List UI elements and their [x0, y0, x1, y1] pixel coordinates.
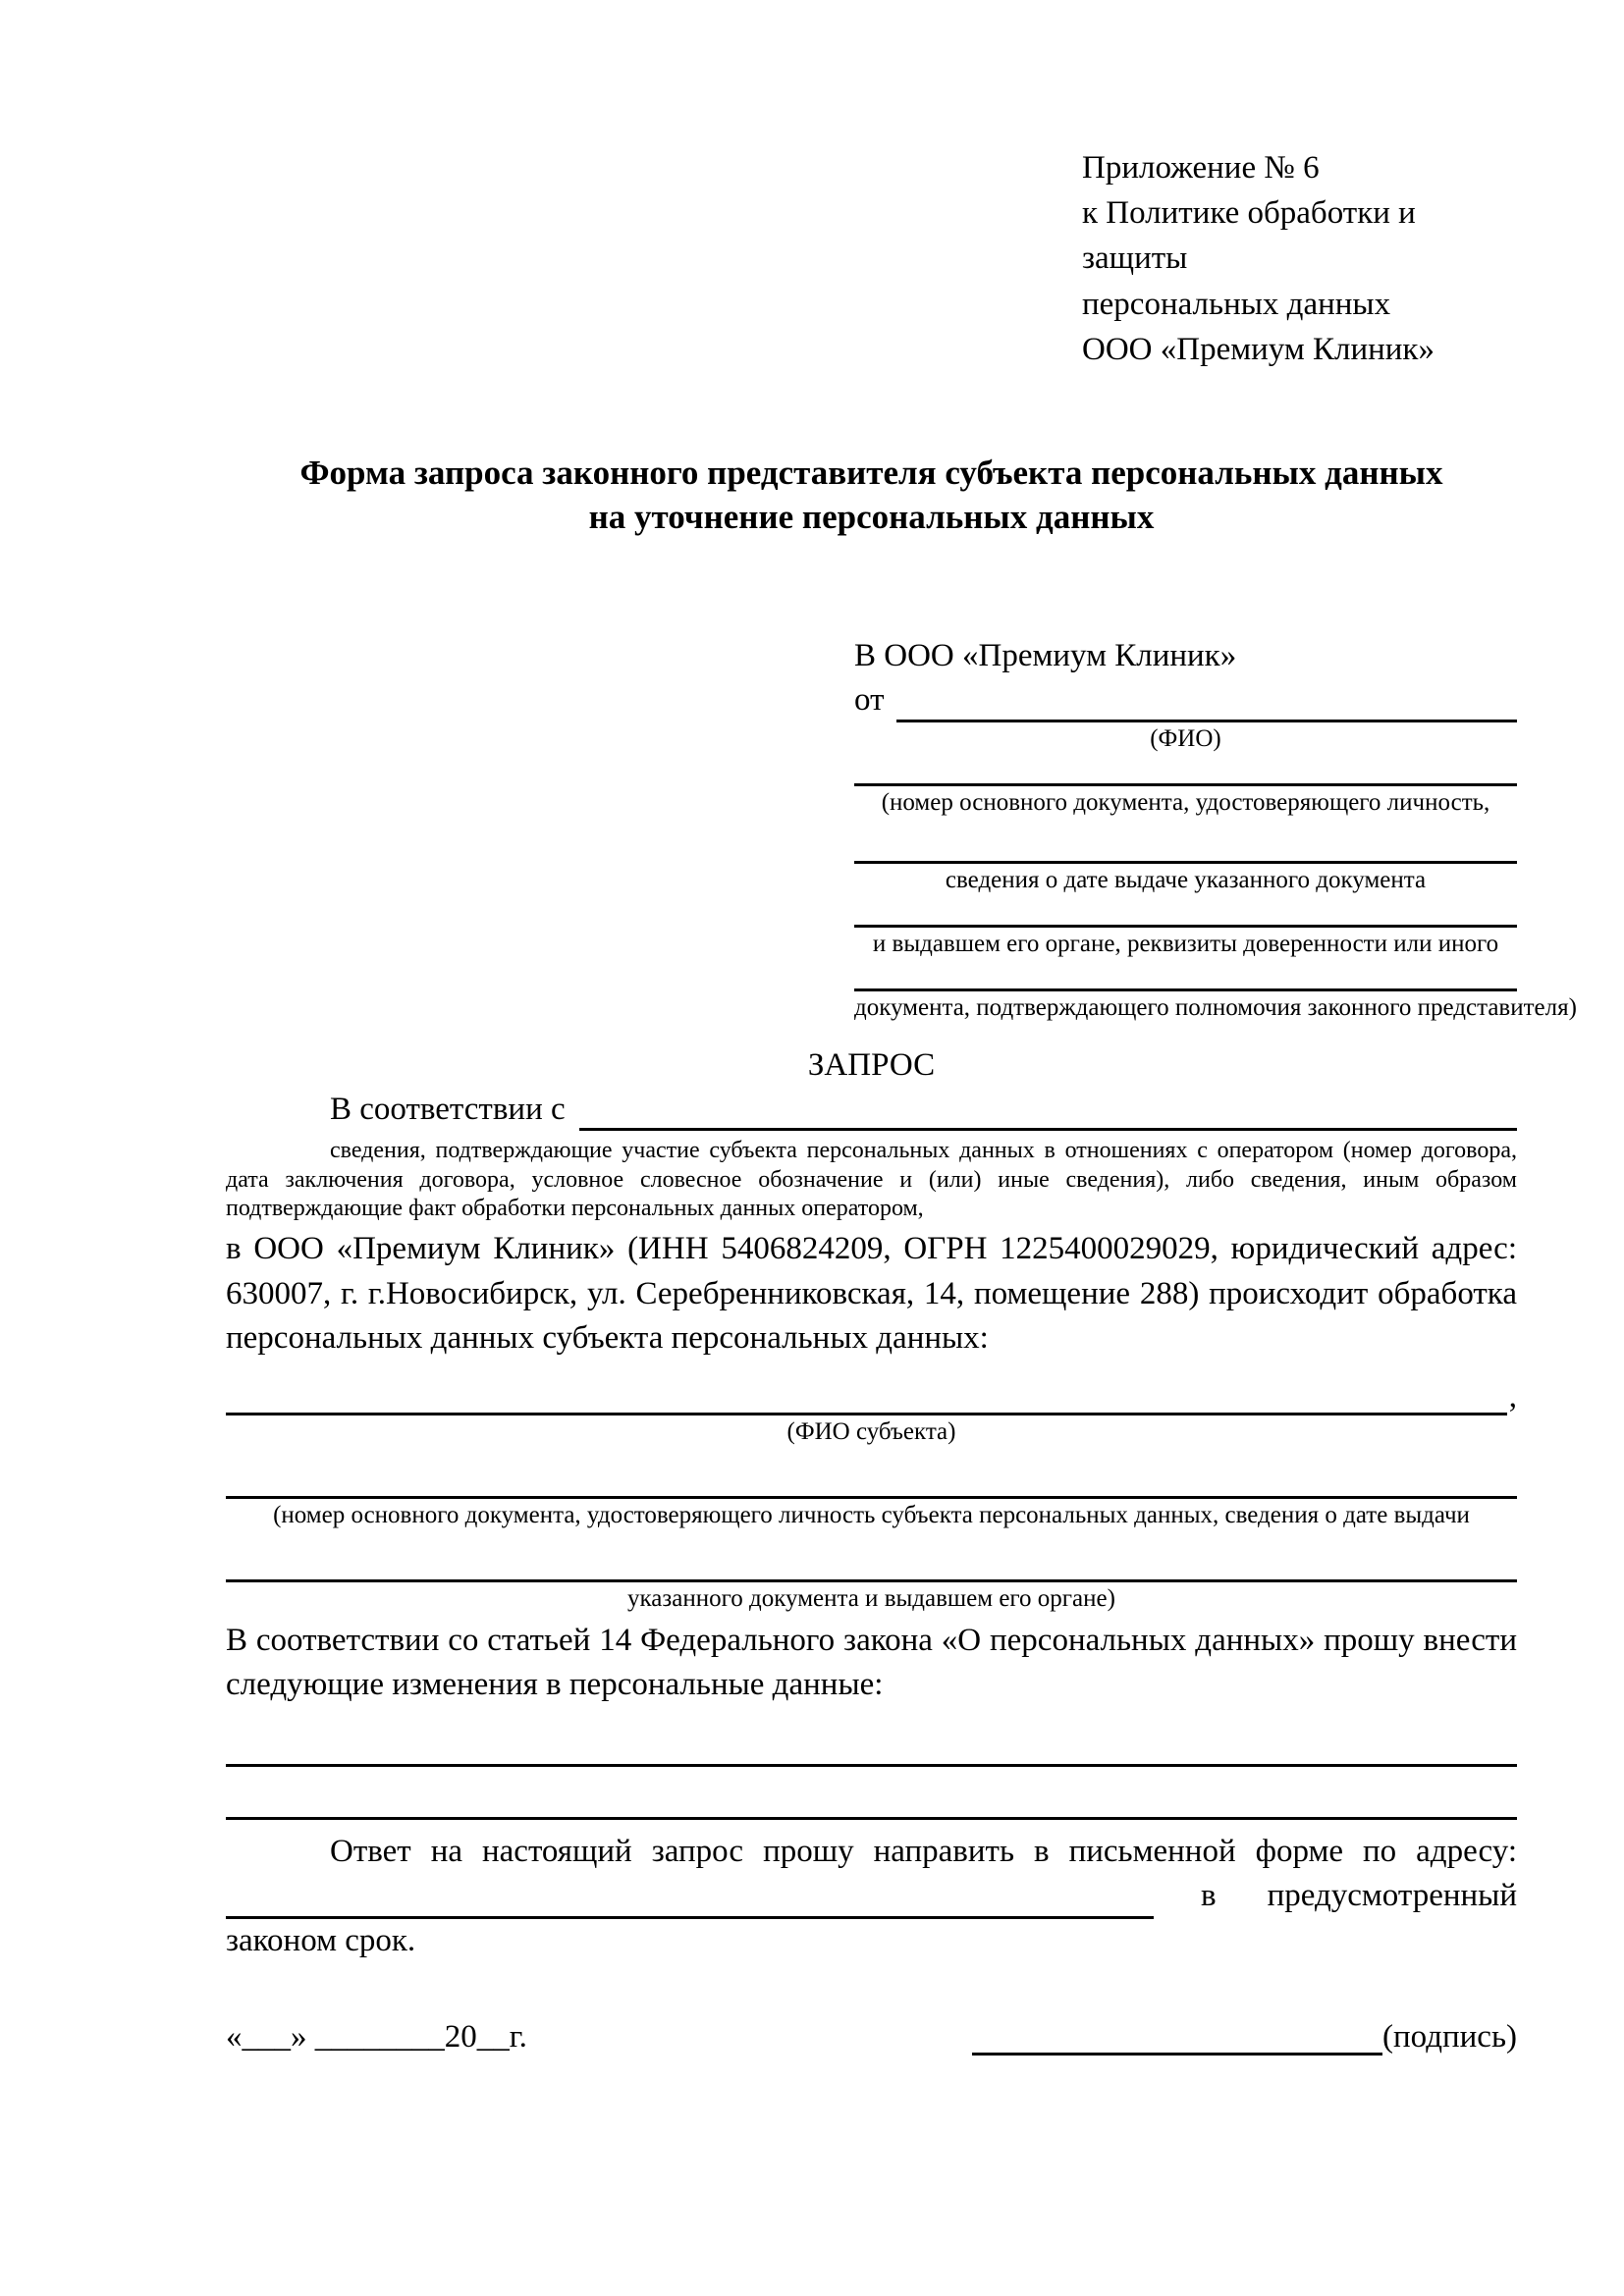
field-caption: документа, подтверждающего полномочия законного представителя): [854, 993, 1577, 1021]
changes-blank-line-2: [226, 1787, 1517, 1820]
subject-fio-row: [226, 1379, 1517, 1415]
field-caption: (номер основного документа, удостоверяющего личность,: [881, 788, 1490, 816]
blank-line: [854, 958, 1517, 991]
changes-blank-line-1: [226, 1734, 1517, 1767]
subject-doc-caption-2: указанного документа и выдавшем его органе): [627, 1584, 1115, 1612]
subject-fio-blank-line: [226, 1380, 1507, 1415]
addressee-to: В ООО «Премиум Клиник»: [854, 637, 1237, 673]
subject-doc-row-1: [226, 1464, 1517, 1499]
signature-caption: (подпись): [1382, 2019, 1517, 2056]
answer-address-blank-line: [226, 1882, 1154, 1919]
blank-line: [854, 894, 1517, 928]
from-row: [854, 678, 1517, 722]
signature-group: [972, 2018, 1517, 2056]
fine-print: сведения, подтверждающие участие субъекта персональных данных в отношениях с оператором (номер договора, дата заключения договора, условное словесное обозначение и (или) иные сведения), либо сведения, иным образом подтверждающие факт обработки персональных данных оператором,: [226, 1138, 1517, 1221]
fio-caption: (ФИО): [1150, 724, 1221, 752]
appendix-line: Приложение № 6: [1082, 150, 1320, 186]
representative-doc-field-4: [854, 958, 1577, 1022]
subject-doc-blank-line-2: [226, 1547, 1517, 1582]
field-caption: и выдавшем его органе, реквизиты доверенности или иного: [872, 930, 1499, 957]
request-heading: ЗАПРОС: [807, 1046, 936, 1083]
answer-intro: Ответ на настоящий запрос прошу направить в письменной форме по адресу:: [330, 1833, 1517, 1869]
from-blank-line: [896, 683, 1518, 722]
intro-row: [226, 1088, 1517, 1132]
answer-tail-word-2: предусмотренный: [1267, 1878, 1517, 1914]
form-title-line-2: на уточнение персональных данных: [588, 498, 1155, 537]
intro-blank-line: [579, 1092, 1517, 1131]
representative-doc-field-2: [854, 830, 1517, 894]
subject-fio-caption: (ФИО субъекта): [786, 1417, 956, 1445]
answer-end: законом срок.: [226, 1922, 416, 1958]
subject-doc-blank-line-1: [226, 1464, 1517, 1499]
subject-doc-caption-1: (номер основного документа, удостоверяющего личность субъекта персональных данных, сведения о дате выдачи: [273, 1501, 1470, 1528]
representative-doc-field-3: [854, 894, 1517, 958]
from-label: от: [854, 681, 885, 718]
signature-blank-line: [972, 2018, 1382, 2056]
operator-paragraph: в ООО «Премиум Клиник» (ИНН 5406824209, ОГРН 1225400029029, юридический адрес: 630007, г. г.Новосибирск, ул. Серебренниковская, 14, помещение 288) происходит обработка персональных данных субъекта персональных данных:: [226, 1231, 1517, 1357]
appendix-line: ООО «Премиум Клиник»: [1082, 331, 1435, 367]
intro-label: В соответствии с: [330, 1091, 566, 1127]
subject-doc-row-2: [226, 1547, 1517, 1582]
addressee-block: [854, 634, 1577, 1022]
form-title-line-1: Форма запроса законного представителя субъекта персональных данных: [299, 453, 1443, 492]
field-caption: сведения о дате выдаче указанного документа: [945, 866, 1427, 893]
blank-line: [854, 753, 1517, 786]
article-paragraph: В соответствии со статьей 14 Федерального закона «О персональных данных» прошу внести следующие изменения в персональные данные:: [226, 1622, 1517, 1703]
footer-row: [226, 2018, 1517, 2056]
answer-address-row: [226, 1874, 1517, 1919]
subject-fio-comma: ,: [1508, 1378, 1517, 1415]
appendix-line: персональных данных: [1082, 286, 1391, 322]
representative-doc-field-1: [854, 753, 1517, 817]
form-title: [226, 451, 1517, 540]
answer-tail-word-1: в: [1201, 1878, 1217, 1914]
appendix-header: [1082, 145, 1517, 372]
answer-tail: [1154, 1874, 1517, 1919]
blank-line: [854, 830, 1517, 864]
appendix-line: к Политике обработки и защиты: [1082, 195, 1416, 277]
date-field: «___» ________20__г.: [226, 2019, 527, 2056]
